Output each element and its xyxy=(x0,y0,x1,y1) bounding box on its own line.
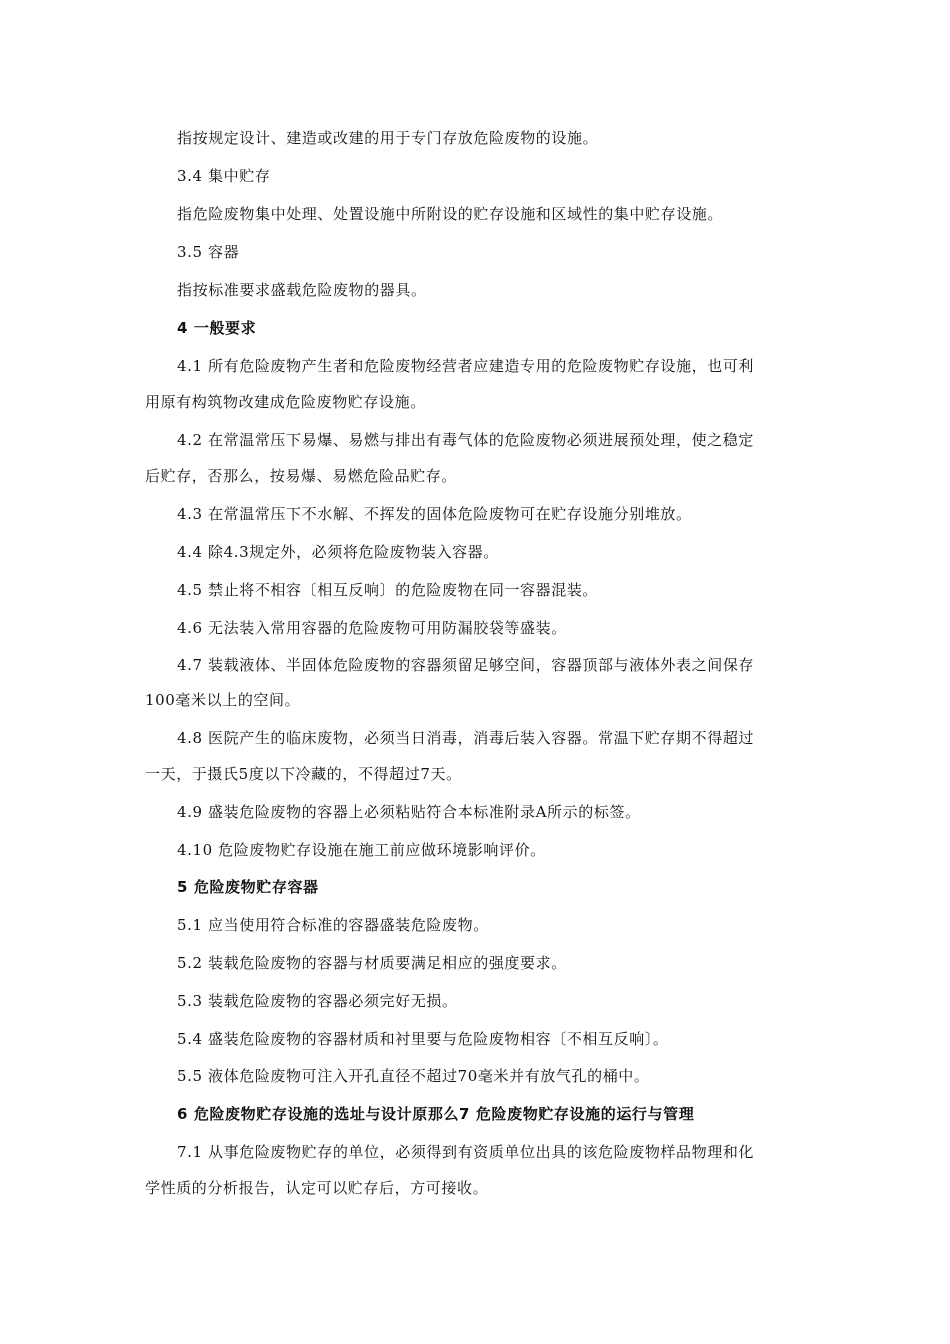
paragraph-text: 4.8 医院产生的临床废物，必须当日消毒，消毒后装入容器。常温下贮存期不得超过 xyxy=(177,729,755,747)
paragraph-text: 7.1 从事危险废物贮存的单位，必须得到有资质单位出具的该危险废物样品物理和化 xyxy=(177,1143,755,1161)
section-heading-6-7: 6 危险废物贮存设施的选址与设计原那么7 危险废物贮存设施的运行与管理 xyxy=(177,1105,695,1123)
paragraph-text: 4.9 盛装危险废物的容器上必须粘贴符合本标准附录A所示的标签。 xyxy=(177,803,641,821)
paragraph-text: 5.5 液体危险废物可注入开孔直径不超过70毫米并有放气孔的桶中。 xyxy=(177,1067,650,1085)
paragraph-text: 4.4 除4.3规定外，必须将危险废物装入容器。 xyxy=(177,543,499,561)
section-heading-3-5: 3.5 容器 xyxy=(177,243,240,261)
section-heading-3-4: 3.4 集中贮存 xyxy=(177,167,271,185)
paragraph-text: 指按标准要求盛载危险废物的器具。 xyxy=(177,281,427,299)
paragraph-text: 4.10 危险废物贮存设施在施工前应做环境影响评价。 xyxy=(177,841,546,859)
paragraph-text: 指按规定设计、建造或改建的用于专门存放危险废物的设施。 xyxy=(177,129,599,147)
paragraph-text: 用原有构筑物改建成危险废物贮存设施。 xyxy=(145,393,426,411)
paragraph-text: 一天，于摄氏5度以下冷藏的，不得超过7天。 xyxy=(145,765,462,783)
paragraph-text: 4.6 无法装入常用容器的危险废物可用防漏胶袋等盛装。 xyxy=(177,619,567,637)
paragraph-text: 4.5 禁止将不相容〔相互反响〕的危险废物在同一容器混装。 xyxy=(177,581,599,599)
paragraph-text: 后贮存，否那么，按易爆、易燃危险品贮存。 xyxy=(145,467,458,485)
paragraph-text: 学性质的分析报告，认定可以贮存后，方可接收。 xyxy=(145,1179,489,1197)
section-heading-4: 4 一般要求 xyxy=(177,319,257,337)
section-heading-5: 5 危险废物贮存容器 xyxy=(177,878,319,896)
paragraph-text: 4.7 装载液体、半固体危险废物的容器须留足够空间，容器顶部与液体外表之间保存 xyxy=(177,656,755,674)
paragraph-text: 指危险废物集中处理、处置设施中所附设的贮存设施和区域性的集中贮存设施。 xyxy=(177,205,724,223)
paragraph-text: 4.2 在常温常压下易爆、易燃与排出有毒气体的危险废物必须进展预处理，使之稳定 xyxy=(177,431,755,449)
paragraph-text: 5.2 装载危险废物的容器与材质要满足相应的强度要求。 xyxy=(177,954,567,972)
paragraph-text: 100毫米以上的空间。 xyxy=(145,691,301,709)
paragraph-text: 5.1 应当使用符合标准的容器盛装危险废物。 xyxy=(177,916,489,934)
paragraph-text: 5.4 盛装危险废物的容器材质和衬里要与危险废物相容〔不相互反响〕。 xyxy=(177,1030,669,1048)
paragraph-text: 5.3 装载危险废物的容器必须完好无损。 xyxy=(177,992,458,1010)
paragraph-text: 4.1 所有危险废物产生者和危险废物经营者应建造专用的危险废物贮存设施，也可利 xyxy=(177,357,755,375)
paragraph-text: 4.3 在常温常压下不水解、不挥发的固体危险废物可在贮存设施分别堆放。 xyxy=(177,505,692,523)
